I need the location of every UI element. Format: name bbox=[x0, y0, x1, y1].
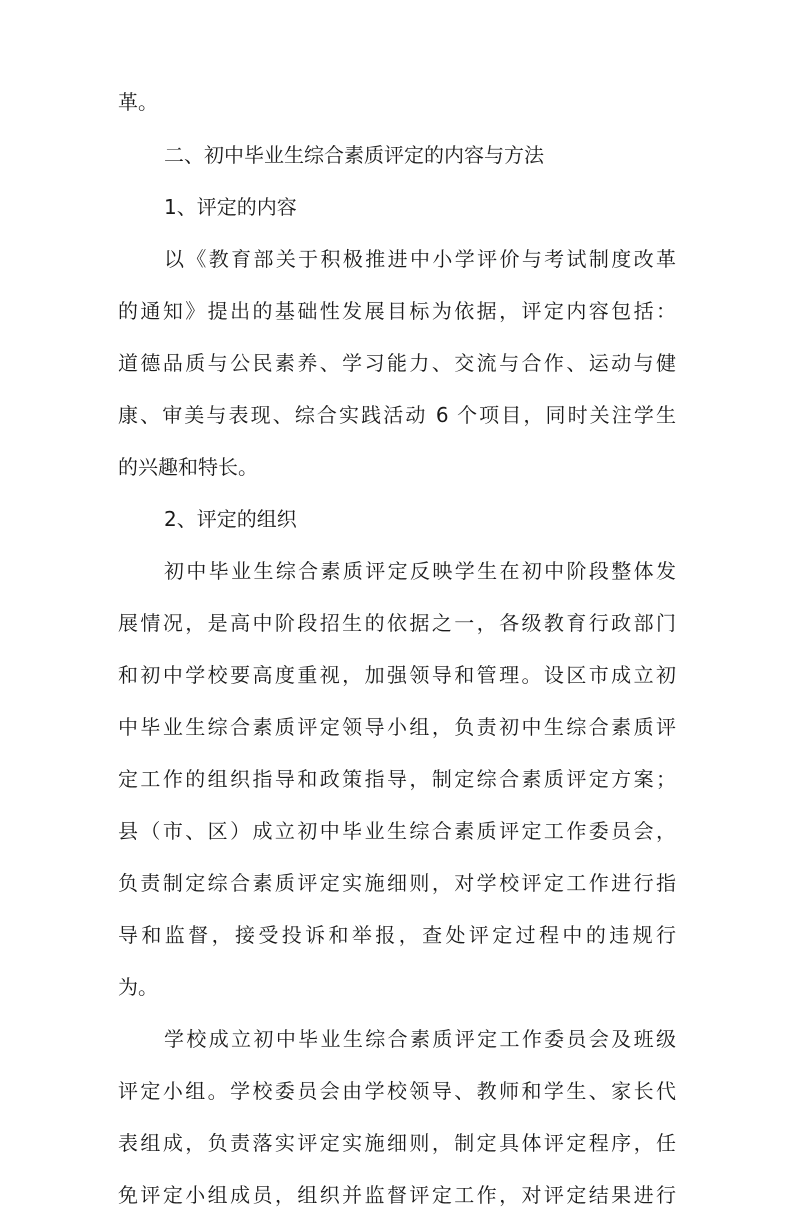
paragraph-1-line-3: 道德品质与公民素养、学习能力、交流与合作、运动与健 bbox=[118, 351, 676, 375]
text-line-1: 革。 bbox=[118, 90, 158, 114]
paragraph-1-line-2: 的通知》提出的基础性发展目标为依据，评定内容包括： bbox=[118, 299, 676, 323]
paragraph-1-line-5: 的兴趣和特长。 bbox=[118, 455, 258, 479]
paragraph-1-line-4: 康、审美与表现、综合实践活动 6 个项目，同时关注学生 bbox=[118, 403, 676, 427]
paragraph-2-line-1: 初中毕业生综合素质评定反映学生在初中阶段整体发 bbox=[164, 559, 676, 583]
paragraph-3-line-2: 评定小组。学校委员会由学校领导、教师和学生、家长代 bbox=[118, 1079, 676, 1103]
section-heading: 二、初中毕业生综合素质评定的内容与方法 bbox=[164, 143, 544, 167]
paragraph-2-line-2: 展情况，是高中阶段招生的依据之一，各级教育行政部门 bbox=[118, 611, 676, 635]
paragraph-2-line-9: 为。 bbox=[118, 975, 158, 999]
subsection-heading-1: 1、评定的内容 bbox=[164, 195, 297, 219]
paragraph-2-line-3: 和初中学校要高度重视，加强领导和管理。设区市成立初 bbox=[118, 663, 676, 687]
paragraph-3-line-1: 学校成立初中毕业生综合素质评定工作委员会及班级 bbox=[164, 1027, 676, 1051]
paragraph-2-line-7: 负责制定综合素质评定实施细则，对学校评定工作进行指 bbox=[118, 871, 676, 895]
paragraph-1-line-1: 以《教育部关于积极推进中小学评价与考试制度改革 bbox=[164, 247, 676, 271]
paragraph-3-line-3: 表组成，负责落实评定实施细则，制定具体评定程序，任 bbox=[118, 1131, 676, 1155]
paragraph-2-line-8: 导和监督，接受投诉和举报，查处评定过程中的违规行 bbox=[118, 923, 676, 947]
paragraph-2-line-5: 定工作的组织指导和政策指导，制定综合素质评定方案； bbox=[118, 767, 676, 791]
subsection-heading-2: 2、评定的组织 bbox=[164, 507, 297, 531]
paragraph-3-line-4: 免评定小组成员，组织并监督评定工作，对评定结果进行 bbox=[118, 1183, 676, 1207]
paragraph-2-line-4: 中毕业生综合素质评定领导小组，负责初中生综合素质评 bbox=[118, 715, 676, 739]
paragraph-2-line-6: 县（市、区）成立初中毕业生综合素质评定工作委员会， bbox=[118, 819, 676, 843]
